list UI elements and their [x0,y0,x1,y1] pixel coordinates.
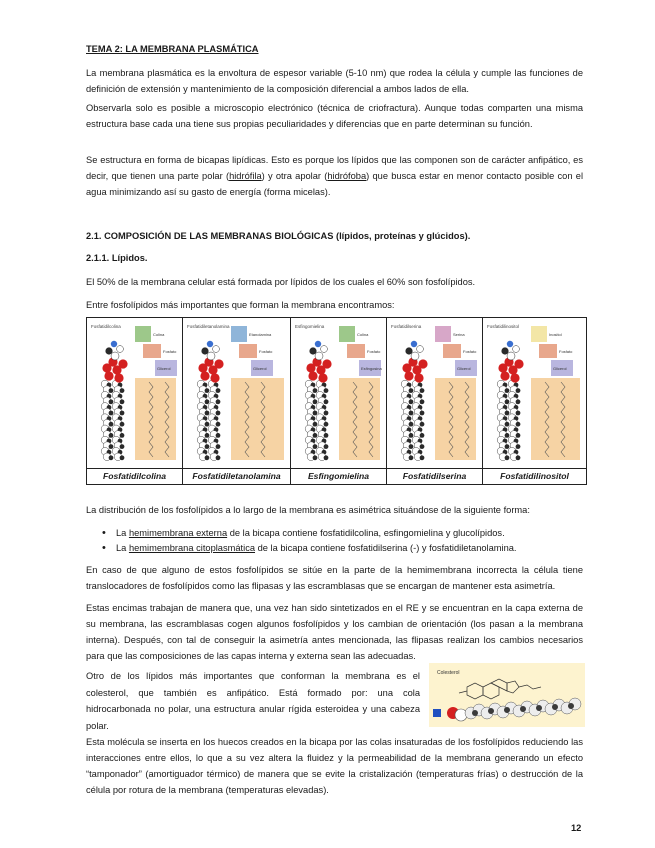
carbon-atom [313,444,318,449]
carbon-atom [516,433,521,438]
nitrogen-atom [111,341,117,347]
head-atom [207,352,215,360]
phospholipid-diagram [183,318,290,463]
part-label: Inositol [549,332,562,337]
carbon-atom [505,422,510,427]
lipids-paragraph-2: Entre fosfolípidos más importantes que forman la membrana encontramos: [86,300,395,310]
carbon-atom [516,411,521,416]
carbon-atom [216,422,221,427]
carbon-atom [120,444,125,449]
part-label: Fosfato [463,349,477,354]
carbon-atom [505,444,510,449]
part-label: Fosfato [259,349,273,354]
figure-cell-esfingomielina [291,318,387,469]
oxygen-atom [118,359,127,368]
carbon-atom [205,411,210,416]
carbon-atom [420,444,425,449]
nitrogen-atom [207,341,213,347]
head-label: Fosfatidilinositol [487,324,520,329]
cholesterol-image [429,663,585,727]
carbon-atom [120,433,125,438]
flipasas-paragraph: En caso de que alguno de estos fosfolípidos se sitúe en la parte de la hemimembrana incorrecta la célula tiene translocadores de fosfolípidos como las flipasas y las escramblasas que se encargan de mantener esta asimetría. [86,565,583,591]
caption-fosfatidilserina: Fosfatidilserina [387,469,483,485]
carbon-atom [216,433,221,438]
part-label: Glicerol [157,366,171,371]
phospholipid-diagram [483,318,586,463]
oxygen-atom [500,371,509,380]
head-atom [309,347,316,354]
carbon-atom [505,388,510,393]
phosphate-block [443,344,461,358]
carbon-atom [324,388,329,393]
carbon-atom [505,411,510,416]
carbon-atom [505,399,510,404]
cholesterol-paragraph-2: Esta molécula se inserta en los huecos creados en la bicapa por las colas insaturadas de los fosfolípidos reduciendo las interacciones entre ellos, lo que a su vez altera la fluidez y la permeabilidad de la membrana generando un efecto “tamponador” (amortiguador térmico) de manera que se evite la cristalización (temperaturas frías) o destrucción de la célula por rotura de la membrana (temperaturas elevadas). [86,737,583,795]
part-label: Glicerol [457,366,471,371]
oxygen-atom [404,371,413,380]
head-atom [405,347,412,354]
head-atom [201,347,208,354]
carbon-atom [205,422,210,427]
head-atom [513,346,520,353]
head-label: Fosfatidilcolina [91,324,121,329]
carbon-atom [409,411,414,416]
phosphate-block [143,344,161,358]
head-group-block [231,326,247,342]
phosphate-block [347,344,365,358]
head-atom [411,352,419,360]
carbon-atom [205,444,210,449]
carbon-atom [420,399,425,404]
oxygen-atom [104,371,113,380]
section-heading-2-1-1: 2.1.1. Lípidos. [86,253,148,263]
hidrofoba-term: hidrófoba [327,171,367,181]
caption-esfingomielina: Esfingomielina [291,469,387,485]
part-label: Glicerol [253,366,267,371]
head-label: Fosfatidiletanolamina [187,324,230,329]
carbon-atom [313,388,318,393]
head-group-block [135,326,151,342]
carbon-atom [216,455,221,460]
carbon-atom [205,455,210,460]
carbon-atom [313,455,318,460]
phospholipid-diagram [87,318,182,463]
figure-cell-fosfatidilinositol [483,318,587,469]
head-atom [105,347,112,354]
carbon-atom [505,455,510,460]
part-label: Colina [153,332,165,337]
tail-block [435,378,476,460]
tail-block [339,378,380,460]
carbon-atom [420,433,425,438]
oxygen-atom [322,359,331,368]
carbon-atom [516,455,521,460]
caption-fosfatidilcolina: Fosfatidilcolina [87,469,183,485]
phosphate-block [239,344,257,358]
carbon-atom [109,444,114,449]
oxygen-atom [214,359,223,368]
carbon-atom [120,422,125,427]
intro-paragraph-1: La membrana plasmática es la envoltura de espesor variable (5-10 nm) que rodea la célula y cumple las funciones de definición de extensión y mantenimiento de la composición diferencial a ambos lados de ella. [86,68,583,94]
oxygen-atom [514,359,523,368]
hidrofila-term: hidrófila [229,171,262,181]
head-atom [213,346,220,353]
carbon-atom [420,388,425,393]
carbon-atom [505,433,510,438]
part-label: Etanolamina [249,332,272,337]
oxygen-atom [418,359,427,368]
oxygen-atom [308,371,317,380]
carbon-atom [516,422,521,427]
caption-fosfatidilinositol: Fosfatidilinositol [483,469,587,485]
page-number: 12 [571,823,582,833]
carbon-atom [216,399,221,404]
nitrogen-atom [507,341,513,347]
carbon-atom [313,422,318,427]
hemimembrana-citoplasmatica-link: hemimembrana citoplasmática [128,543,256,553]
oxygen-atom [318,373,327,382]
figure-cell-fosfatidiletanolamina [183,318,291,469]
carbon-atom [409,455,414,460]
carbon-atom [313,433,318,438]
head-label: Fosfatidilserina [391,324,422,329]
phosphate-block [539,344,557,358]
lipids-paragraph-1: El 50% de la membrana celular está formada por lípidos de los cuales el 60% son fosfolípidos. [86,277,476,287]
head-atom [321,346,328,353]
nitrogen-atom [315,341,321,347]
carbon-atom [409,388,414,393]
oxygen-atom [200,371,209,380]
head-atom [315,352,323,360]
carbon-atom [109,411,114,416]
tail-block [531,378,580,460]
carbon-atom [120,411,125,416]
carbon-atom [324,399,329,404]
head-atom [117,346,124,353]
part-label: Fosfato [367,349,381,354]
carbon-atom [516,388,521,393]
distribution-list [86,526,583,556]
carbon-atom [409,433,414,438]
head-group-block [339,326,355,342]
head-atom [507,352,515,360]
carbon-atom [420,422,425,427]
carbon-atom [324,411,329,416]
carbon-atom [324,455,329,460]
carbon-atom [409,422,414,427]
part-label: Colina [357,332,369,337]
part-label: Glicerol [553,366,567,371]
carbon-atom [516,444,521,449]
intro-paragraph-2: Observarla solo es posible a microscopio electrónico (técnica de criofractura). Aunque todas comparten una misma estructura base cada una tiene sus propias peculiaridades y diferencias que en parte determinan su función. [86,103,583,129]
carbon-atom [420,455,425,460]
carbon-atom [420,411,425,416]
tail-block [135,378,176,460]
oxygen-atom [210,373,219,382]
carbon-atom [120,388,125,393]
head-atom [111,352,119,360]
carbon-atom [324,433,329,438]
carbon-atom [516,399,521,404]
part-label: Serina [453,332,465,337]
oxygen-atom [114,373,123,382]
cholesterol-molecule-icon [429,663,585,727]
head-atom [417,346,424,353]
head-label: Esfingomielina [295,324,325,329]
part-label: Fosfato [559,349,573,354]
nitrogen-atom [411,341,417,347]
distribution-intro: La distribución de los fosfolípidos a lo largo de la membrana es asimétrica situándose de la siguiente forma: [86,505,530,515]
carbon-atom [409,444,414,449]
carbon-atom [205,433,210,438]
carbon-atom [216,444,221,449]
carbon-atom [109,388,114,393]
list-item-externa: • La hemimembrana externa de la bicapa contiene fosfatidilcolina, esfingomielina y glucolípidos. [86,526,583,541]
oxygen-atom [510,373,519,382]
carbon-atom [205,399,210,404]
phospholipid-figure [86,317,587,485]
carbon-atom [109,455,114,460]
head-atom [501,347,508,354]
part-label: Fosfato [163,349,177,354]
carbon-atom [120,455,125,460]
carbon-atom [216,411,221,416]
list-item-citoplasmatica: • La hemimembrana citoplasmática de la bicapa contiene fosfatidilserina (-) y fosfatidiletanolamina. [86,541,583,556]
figure-cell-fosfatidilcolina [87,318,183,469]
figure-cell-fosfatidilserina [387,318,483,469]
caption-fosfatidiletanolamina: Fosfatidiletanolamina [183,469,291,485]
enzymes-paragraph: Estas encimas trabajan de manera que, una vez han sido sintetizados en el RE y se encuentran en la capa externa de su membrana, las escramblasas cogen algunos fosfolípidos y los cambian de orientación (los pasan a la membrana interna). Después, con tal de conseguir la asimetría antes mencionada, las flipasas realizan los cambios necesarios para que las composiciones de las capas interna y externa sean las adecuadas. [86,603,583,661]
page-title: TEMA 2: LA MEMBRANA PLASMÁTICA [86,44,259,54]
carbon-atom [216,388,221,393]
phospholipid-diagram [387,318,482,463]
oxygen-atom [414,373,423,382]
carbon-atom [313,399,318,404]
head-group-block [531,326,547,342]
carbon-atom [409,399,414,404]
section-heading-2-1: 2.1. COMPOSICIÓN DE LAS MEMBRANAS BIOLÓGICAS (lípidos, proteínas y glúcidos). [86,231,471,241]
carbon-atom [324,422,329,427]
intro-paragraph-3: Se estructura en forma de bicapas lipídicas. Esto es porque los lípidos que las componen son de carácter anfipático, es decir, que tienen una parte polar (hidrófila) y otra apolar (hidrófoba) que busca estar en menor contacto posible con el agua minimizando así su gasto de energía (forma micelas). [86,155,584,197]
head-group-block [435,326,451,342]
carbon-atom [120,399,125,404]
phospholipid-diagram [291,318,386,463]
carbon-atom [109,399,114,404]
cholesterol-image-label: Colesterol [437,670,460,676]
part-label: Esfingosina [361,366,382,371]
carbon-atom [109,422,114,427]
carbon-atom [205,388,210,393]
tail-block [231,378,284,460]
carbon-atom [109,433,114,438]
carbon-atom [313,411,318,416]
cholesterol-paragraph: Otro de los lípidos más importantes que conforman la membrana es el colesterol, que también es anfipático. Está formado por: una cola hidrocarbonada no polar, una estructura anular rígida esteroidea y una cabeza polar. [86,671,420,731]
hemimembrana-externa-link: hemimembrana externa [128,528,228,538]
carbon-atom [324,444,329,449]
